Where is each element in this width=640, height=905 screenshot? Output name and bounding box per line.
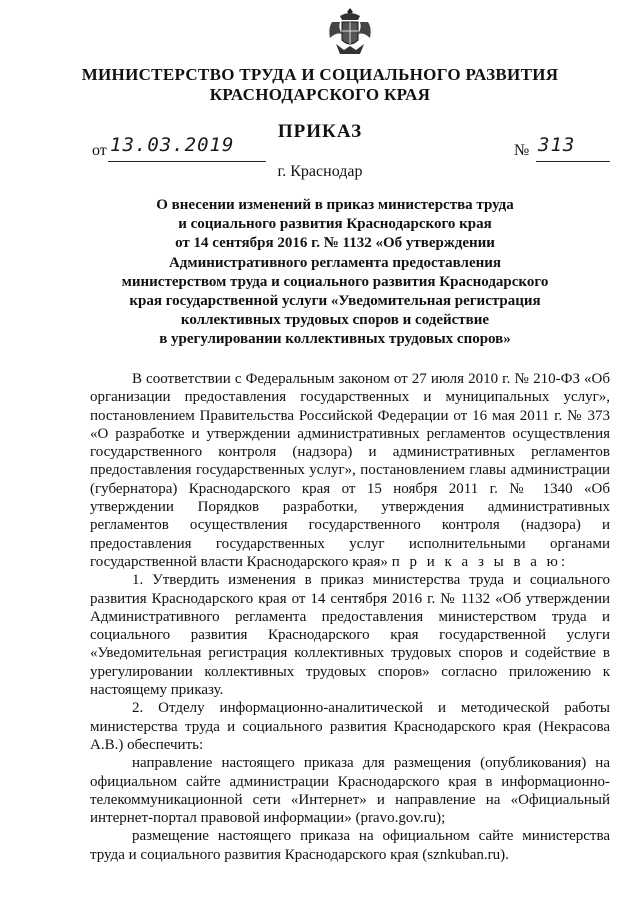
- handwritten-date: 13.03.2019: [110, 134, 235, 156]
- number-underline: [536, 161, 610, 162]
- order-title: [100, 196, 570, 350]
- title-line: Административного регламента предоставления: [168, 254, 502, 271]
- document-type-title: ПРИКАЗ: [277, 121, 363, 142]
- preamble-text: В соответствии с Федеральным законом от 27 июля 2010 г. № 210-ФЗ «Об организации предоставления государственных и муниципальных услуг», постановлением Правительства Российской Федерации от 16 мая 2011 г. № 373 «О разработке и утверждении административных регламентов осуществления государственного контроля (надзора) и административных регламентов предоставления государственных услуг», постановлением главы администрации (губернатора) Краснодарского края от 15 ноября 2011 г. № 1340 «Об утверждении Порядков разработки, утверждения административных регламентов осуществления государственного контроля (надзора) и предоставления государственных услуг исполнительными органами государственной власти Краснодарского края»: [90, 371, 610, 570]
- number-label: №: [514, 142, 530, 159]
- date-underline: [108, 161, 266, 162]
- from-label: от: [92, 142, 107, 159]
- title-line: коллективных трудовых споров и содействие: [180, 312, 490, 329]
- city-name: г. Краснодар: [277, 163, 363, 180]
- title-line: министерством труда и социального развития Краснодарского: [121, 273, 549, 290]
- paragraph-item-2: 2. Отделу информационно-аналитической и методической работы министерства труда и социального развития Краснодарского края (Некрасова А.В.) обеспечить:: [90, 700, 610, 753]
- ministry-name-line-1: МИНИСТЕРСТВО ТРУДА И СОЦИАЛЬНОГО РАЗВИТИЯ: [81, 65, 559, 84]
- ministry-name-line-2: КРАСНОДАРСКОГО КРАЯ: [209, 85, 431, 104]
- title-line: в урегулировании коллективных трудовых споров»: [159, 331, 511, 348]
- handwritten-number: 313: [538, 134, 576, 156]
- title-line: О внесении изменений в приказ министерства труда: [156, 197, 514, 213]
- coat-of-arms-icon: [326, 6, 374, 58]
- paragraph-item-2-a: направление настоящего приказа для размещения (опубликования) на официальном сайте администрации Краснодарского края в информационно-телекоммуникационной сети «Интернет» и направление на «Официальный интернет-портал правовой информации» (pravo.gov.ru);: [90, 755, 610, 827]
- paragraph-item-2-b: размещение настоящего приказа на официальном сайте министерства труда и социального развития Краснодарского края (sznkuban.ru).: [90, 828, 610, 863]
- title-line: края государственной услуги «Уведомительная регистрация: [129, 293, 541, 310]
- title-line: от 14 сентября 2016 г. № 1132 «Об утверждении: [175, 235, 495, 252]
- paragraph-preamble: [90, 370, 610, 571]
- title-line: и социального развития Краснодарского края: [178, 216, 492, 233]
- paragraph-item-1: 1. Утвердить изменения в приказ министерства труда и социального развития Краснодарского края от 14 сентября 2016 г. № 1132 «Об утверждении Административного регламента предоставления министерством труда и социального развития Краснодарского края государственной услуги «Уведомительная регистрация коллективных трудовых споров и содействие в урегулировании коллективных трудовых споров» согласно приложению к настоящему приказу.: [90, 572, 610, 699]
- order-body: [90, 370, 610, 864]
- order-keyword: п р и к а з ы в а ю:: [391, 553, 569, 570]
